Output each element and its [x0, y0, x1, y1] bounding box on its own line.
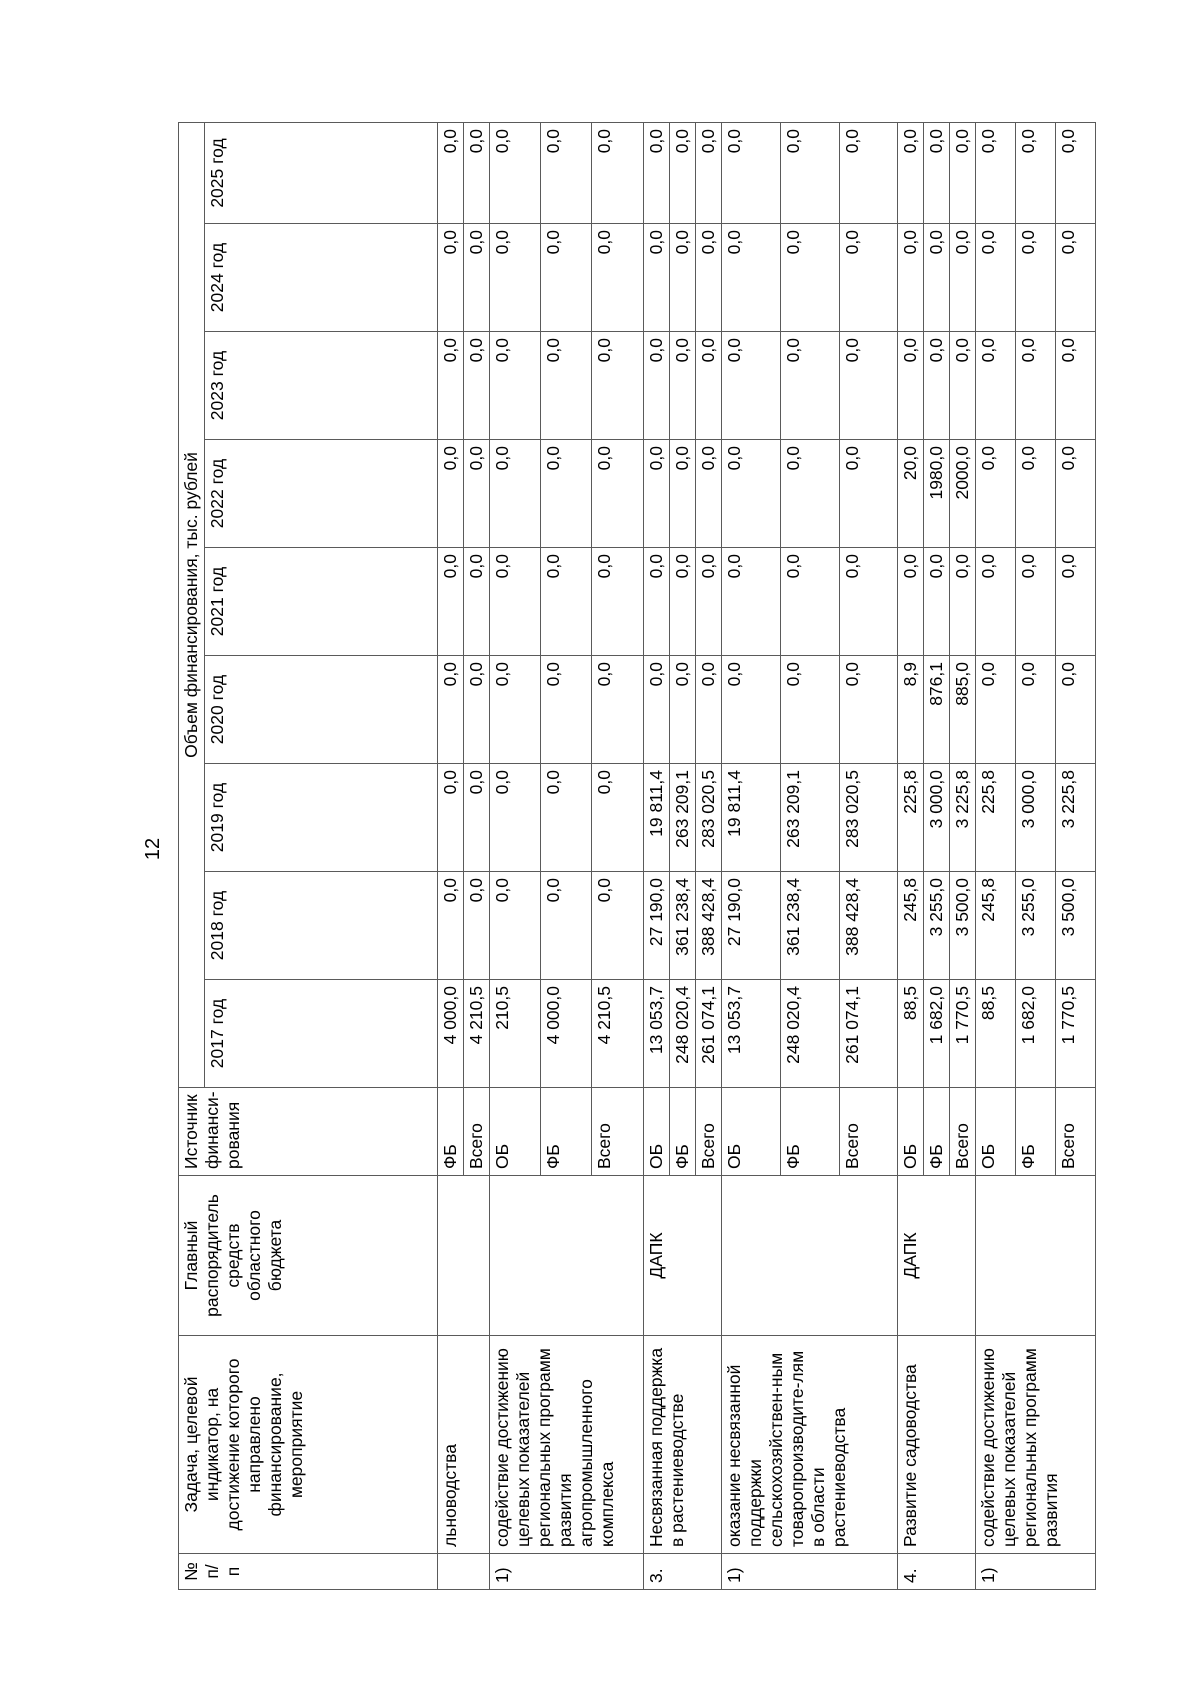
task-cell: содействие достижению целевых показателей региональных программ развития агропромышленного комплекса	[490, 1336, 644, 1554]
value-cell: 0,0	[464, 656, 490, 764]
source-cell: Всего	[950, 1088, 976, 1176]
value-cell: 0,0	[898, 332, 924, 440]
source-cell: ФБ	[1016, 1088, 1056, 1176]
value-cell: 1 682,0	[924, 980, 950, 1088]
value-cell: 0,0	[464, 764, 490, 872]
value-cell: 361 238,4	[781, 872, 840, 980]
row-number	[438, 1554, 490, 1590]
value-cell: 0,0	[644, 332, 670, 440]
value-cell: 0,0	[644, 224, 670, 332]
value-cell: 3 000,0	[1016, 764, 1056, 872]
value-cell: 3 500,0	[1056, 872, 1096, 980]
value-cell: 88,5	[898, 980, 924, 1088]
source-cell: ФБ	[438, 1088, 464, 1176]
value-cell: 0,0	[541, 440, 592, 548]
value-cell: 0,0	[696, 122, 722, 223]
table-row	[644, 122, 670, 1589]
value-cell: 0,0	[464, 872, 490, 980]
value-cell: 0,0	[722, 548, 781, 656]
value-cell: 0,0	[976, 440, 1016, 548]
value-cell: 13 053,7	[722, 980, 781, 1088]
value-cell: 0,0	[592, 122, 644, 223]
header-year: 2024 год	[205, 224, 438, 332]
header-source: Источник финанси-рования	[179, 1088, 438, 1176]
value-cell: 2000,0	[950, 440, 976, 548]
header-number: № п/п	[179, 1554, 438, 1590]
header-year: 2023 год	[205, 332, 438, 440]
value-cell: 0,0	[1016, 122, 1056, 223]
value-cell: 0,0	[464, 224, 490, 332]
value-cell: 0,0	[438, 656, 464, 764]
value-cell: 0,0	[722, 332, 781, 440]
value-cell: 0,0	[464, 548, 490, 656]
value-cell: 0,0	[950, 224, 976, 332]
value-cell: 19 811,4	[722, 764, 781, 872]
value-cell: 0,0	[644, 548, 670, 656]
value-cell: 0,0	[924, 332, 950, 440]
value-cell: 19 811,4	[644, 764, 670, 872]
value-cell: 3 000,0	[924, 764, 950, 872]
value-cell: 245,8	[976, 872, 1016, 980]
value-cell: 0,0	[490, 764, 541, 872]
value-cell: 0,0	[644, 656, 670, 764]
value-cell: 0,0	[1056, 548, 1096, 656]
value-cell: 0,0	[840, 122, 898, 223]
value-cell: 0,0	[592, 332, 644, 440]
value-cell: 1980,0	[924, 440, 950, 548]
value-cell: 0,0	[644, 122, 670, 223]
header-manager: Главный распорядитель средств областного бюджета	[179, 1176, 438, 1336]
task-cell: Развитие садоводства	[898, 1336, 976, 1554]
value-cell: 27 190,0	[644, 872, 670, 980]
value-cell: 0,0	[696, 548, 722, 656]
value-cell: 261 074,1	[696, 980, 722, 1088]
value-cell: 0,0	[592, 548, 644, 656]
value-cell: 0,0	[924, 224, 950, 332]
value-cell: 210,5	[490, 980, 541, 1088]
table-row	[722, 122, 781, 1589]
value-cell: 0,0	[840, 440, 898, 548]
value-cell: 0,0	[541, 548, 592, 656]
value-cell: 0,0	[840, 656, 898, 764]
source-cell: Всего	[464, 1088, 490, 1176]
header-year: 2018 год	[205, 872, 438, 980]
value-cell: 27 190,0	[722, 872, 781, 980]
value-cell: 3 225,8	[950, 764, 976, 872]
value-cell: 0,0	[464, 122, 490, 223]
source-cell: Всего	[592, 1088, 644, 1176]
value-cell: 3 500,0	[950, 872, 976, 980]
source-cell: Всего	[1056, 1088, 1096, 1176]
value-cell: 3 225,8	[1056, 764, 1096, 872]
source-cell: ОБ	[722, 1088, 781, 1176]
value-cell: 0,0	[1056, 332, 1096, 440]
value-cell: 261 074,1	[840, 980, 898, 1088]
value-cell: 0,0	[490, 548, 541, 656]
source-cell: ОБ	[976, 1088, 1016, 1176]
value-cell: 0,0	[541, 122, 592, 223]
header-year: 2021 год	[205, 548, 438, 656]
value-cell: 0,0	[592, 656, 644, 764]
value-cell: 0,0	[541, 332, 592, 440]
value-cell: 0,0	[976, 224, 1016, 332]
header-year: 2017 год	[205, 980, 438, 1088]
row-number: 1)	[490, 1554, 644, 1590]
value-cell: 0,0	[490, 122, 541, 223]
header-year: 2020 год	[205, 656, 438, 764]
value-cell: 1 682,0	[1016, 980, 1056, 1088]
row-number: 4.	[898, 1554, 976, 1590]
value-cell: 0,0	[592, 440, 644, 548]
value-cell: 0,0	[898, 548, 924, 656]
source-cell: ФБ	[541, 1088, 592, 1176]
source-cell: ОБ	[490, 1088, 541, 1176]
header-volume: Объем финансирования, тыс. рублей	[179, 122, 205, 1087]
value-cell: 0,0	[438, 332, 464, 440]
value-cell: 4 000,0	[541, 980, 592, 1088]
value-cell: 0,0	[592, 224, 644, 332]
value-cell: 0,0	[438, 122, 464, 223]
value-cell: 88,5	[976, 980, 1016, 1088]
value-cell: 245,8	[898, 872, 924, 980]
manager-cell	[722, 1176, 898, 1336]
value-cell: 0,0	[781, 656, 840, 764]
value-cell: 0,0	[438, 440, 464, 548]
value-cell: 885,0	[950, 656, 976, 764]
task-cell: оказание несвязанной поддержки сельскохозяйствен-ным товаропроизводите-лям в области растениеводства	[722, 1336, 898, 1554]
value-cell: 4 210,5	[464, 980, 490, 1088]
value-cell: 0,0	[781, 440, 840, 548]
value-cell: 0,0	[898, 224, 924, 332]
value-cell: 0,0	[670, 224, 696, 332]
value-cell: 0,0	[1016, 656, 1056, 764]
value-cell: 283 020,5	[840, 764, 898, 872]
value-cell: 0,0	[592, 764, 644, 872]
value-cell: 0,0	[541, 224, 592, 332]
value-cell: 1 770,5	[1056, 980, 1096, 1088]
value-cell: 263 209,1	[670, 764, 696, 872]
value-cell: 248 020,4	[781, 980, 840, 1088]
value-cell: 0,0	[1016, 224, 1056, 332]
value-cell: 0,0	[781, 122, 840, 223]
source-cell: ФБ	[670, 1088, 696, 1176]
manager-cell	[438, 1176, 490, 1336]
task-cell: содействие достижению целевых показателей региональных программ развития	[976, 1336, 1096, 1554]
value-cell: 0,0	[950, 548, 976, 656]
header-task: Задача, целевой индикатор, на достижение которого направлено финансирование, мероприятие	[179, 1336, 438, 1554]
value-cell: 0,0	[722, 656, 781, 764]
value-cell: 0,0	[1056, 440, 1096, 548]
table-row	[438, 122, 464, 1589]
value-cell: 0,0	[464, 332, 490, 440]
value-cell: 0,0	[490, 332, 541, 440]
value-cell: 0,0	[840, 548, 898, 656]
value-cell: 0,0	[950, 332, 976, 440]
value-cell: 0,0	[1056, 122, 1096, 223]
value-cell: 0,0	[976, 332, 1016, 440]
table-row	[898, 122, 924, 1589]
task-cell: Несвязанная поддержка в растениеводстве	[644, 1336, 722, 1554]
value-cell: 0,0	[840, 224, 898, 332]
value-cell: 0,0	[670, 548, 696, 656]
value-cell: 0,0	[976, 656, 1016, 764]
value-cell: 361 238,4	[670, 872, 696, 980]
source-cell: ФБ	[781, 1088, 840, 1176]
value-cell: 0,0	[541, 656, 592, 764]
value-cell: 0,0	[670, 332, 696, 440]
value-cell: 0,0	[490, 224, 541, 332]
header-year: 2025 год	[205, 122, 438, 223]
value-cell: 0,0	[438, 548, 464, 656]
source-cell: Всего	[840, 1088, 898, 1176]
value-cell: 0,0	[924, 548, 950, 656]
source-cell: Всего	[696, 1088, 722, 1176]
value-cell: 13 053,7	[644, 980, 670, 1088]
value-cell: 0,0	[781, 332, 840, 440]
value-cell: 3 255,0	[924, 872, 950, 980]
table-row	[490, 122, 541, 1589]
source-cell: ОБ	[898, 1088, 924, 1176]
value-cell: 0,0	[438, 224, 464, 332]
source-cell: ФБ	[924, 1088, 950, 1176]
value-cell: 0,0	[976, 548, 1016, 656]
value-cell: 0,0	[592, 872, 644, 980]
value-cell: 0,0	[696, 440, 722, 548]
value-cell: 20,0	[898, 440, 924, 548]
header-year: 2022 год	[205, 440, 438, 548]
value-cell: 388 428,4	[840, 872, 898, 980]
table-row	[976, 122, 1016, 1589]
manager-cell: ДАПК	[898, 1176, 976, 1336]
value-cell: 0,0	[781, 548, 840, 656]
value-cell: 0,0	[924, 122, 950, 223]
page-number: 12	[142, 837, 164, 861]
value-cell: 0,0	[722, 224, 781, 332]
value-cell: 0,0	[976, 122, 1016, 223]
value-cell: 0,0	[840, 332, 898, 440]
value-cell: 0,0	[670, 656, 696, 764]
table-header	[179, 122, 438, 1589]
value-cell: 0,0	[1016, 440, 1056, 548]
manager-cell	[490, 1176, 644, 1336]
value-cell: 4 000,0	[438, 980, 464, 1088]
value-cell: 0,0	[670, 122, 696, 223]
value-cell: 0,0	[1016, 548, 1056, 656]
value-cell: 283 020,5	[696, 764, 722, 872]
value-cell: 248 020,4	[670, 980, 696, 1088]
value-cell: 0,0	[1056, 656, 1096, 764]
row-number: 1)	[976, 1554, 1096, 1590]
value-cell: 0,0	[722, 122, 781, 223]
value-cell: 0,0	[781, 224, 840, 332]
value-cell: 0,0	[464, 440, 490, 548]
manager-cell	[976, 1176, 1096, 1336]
value-cell: 0,0	[1016, 332, 1056, 440]
value-cell: 0,0	[438, 764, 464, 872]
value-cell: 225,8	[898, 764, 924, 872]
value-cell: 0,0	[696, 332, 722, 440]
manager-cell: ДАПК	[644, 1176, 722, 1336]
value-cell: 0,0	[541, 872, 592, 980]
value-cell: 388 428,4	[696, 872, 722, 980]
value-cell: 0,0	[1056, 224, 1096, 332]
value-cell: 0,0	[696, 224, 722, 332]
value-cell: 0,0	[541, 764, 592, 872]
value-cell: 0,0	[490, 656, 541, 764]
value-cell: 876,1	[924, 656, 950, 764]
value-cell: 0,0	[898, 122, 924, 223]
row-number: 1)	[722, 1554, 898, 1590]
value-cell: 0,0	[670, 440, 696, 548]
header-year: 2019 год	[205, 764, 438, 872]
value-cell: 4 210,5	[592, 980, 644, 1088]
value-cell: 3 255,0	[1016, 872, 1056, 980]
value-cell: 0,0	[950, 122, 976, 223]
table-body	[438, 122, 1096, 1589]
value-cell: 0,0	[490, 872, 541, 980]
value-cell: 1 770,5	[950, 980, 976, 1088]
value-cell: 0,0	[490, 440, 541, 548]
value-cell: 0,0	[644, 440, 670, 548]
value-cell: 225,8	[976, 764, 1016, 872]
value-cell: 8,9	[898, 656, 924, 764]
value-cell: 0,0	[696, 656, 722, 764]
row-number: 3.	[644, 1554, 722, 1590]
source-cell: ОБ	[644, 1088, 670, 1176]
value-cell: 0,0	[722, 440, 781, 548]
value-cell: 263 209,1	[781, 764, 840, 872]
value-cell: 0,0	[438, 872, 464, 980]
financing-table	[178, 122, 1096, 1590]
task-cell: льноводства	[438, 1336, 490, 1554]
